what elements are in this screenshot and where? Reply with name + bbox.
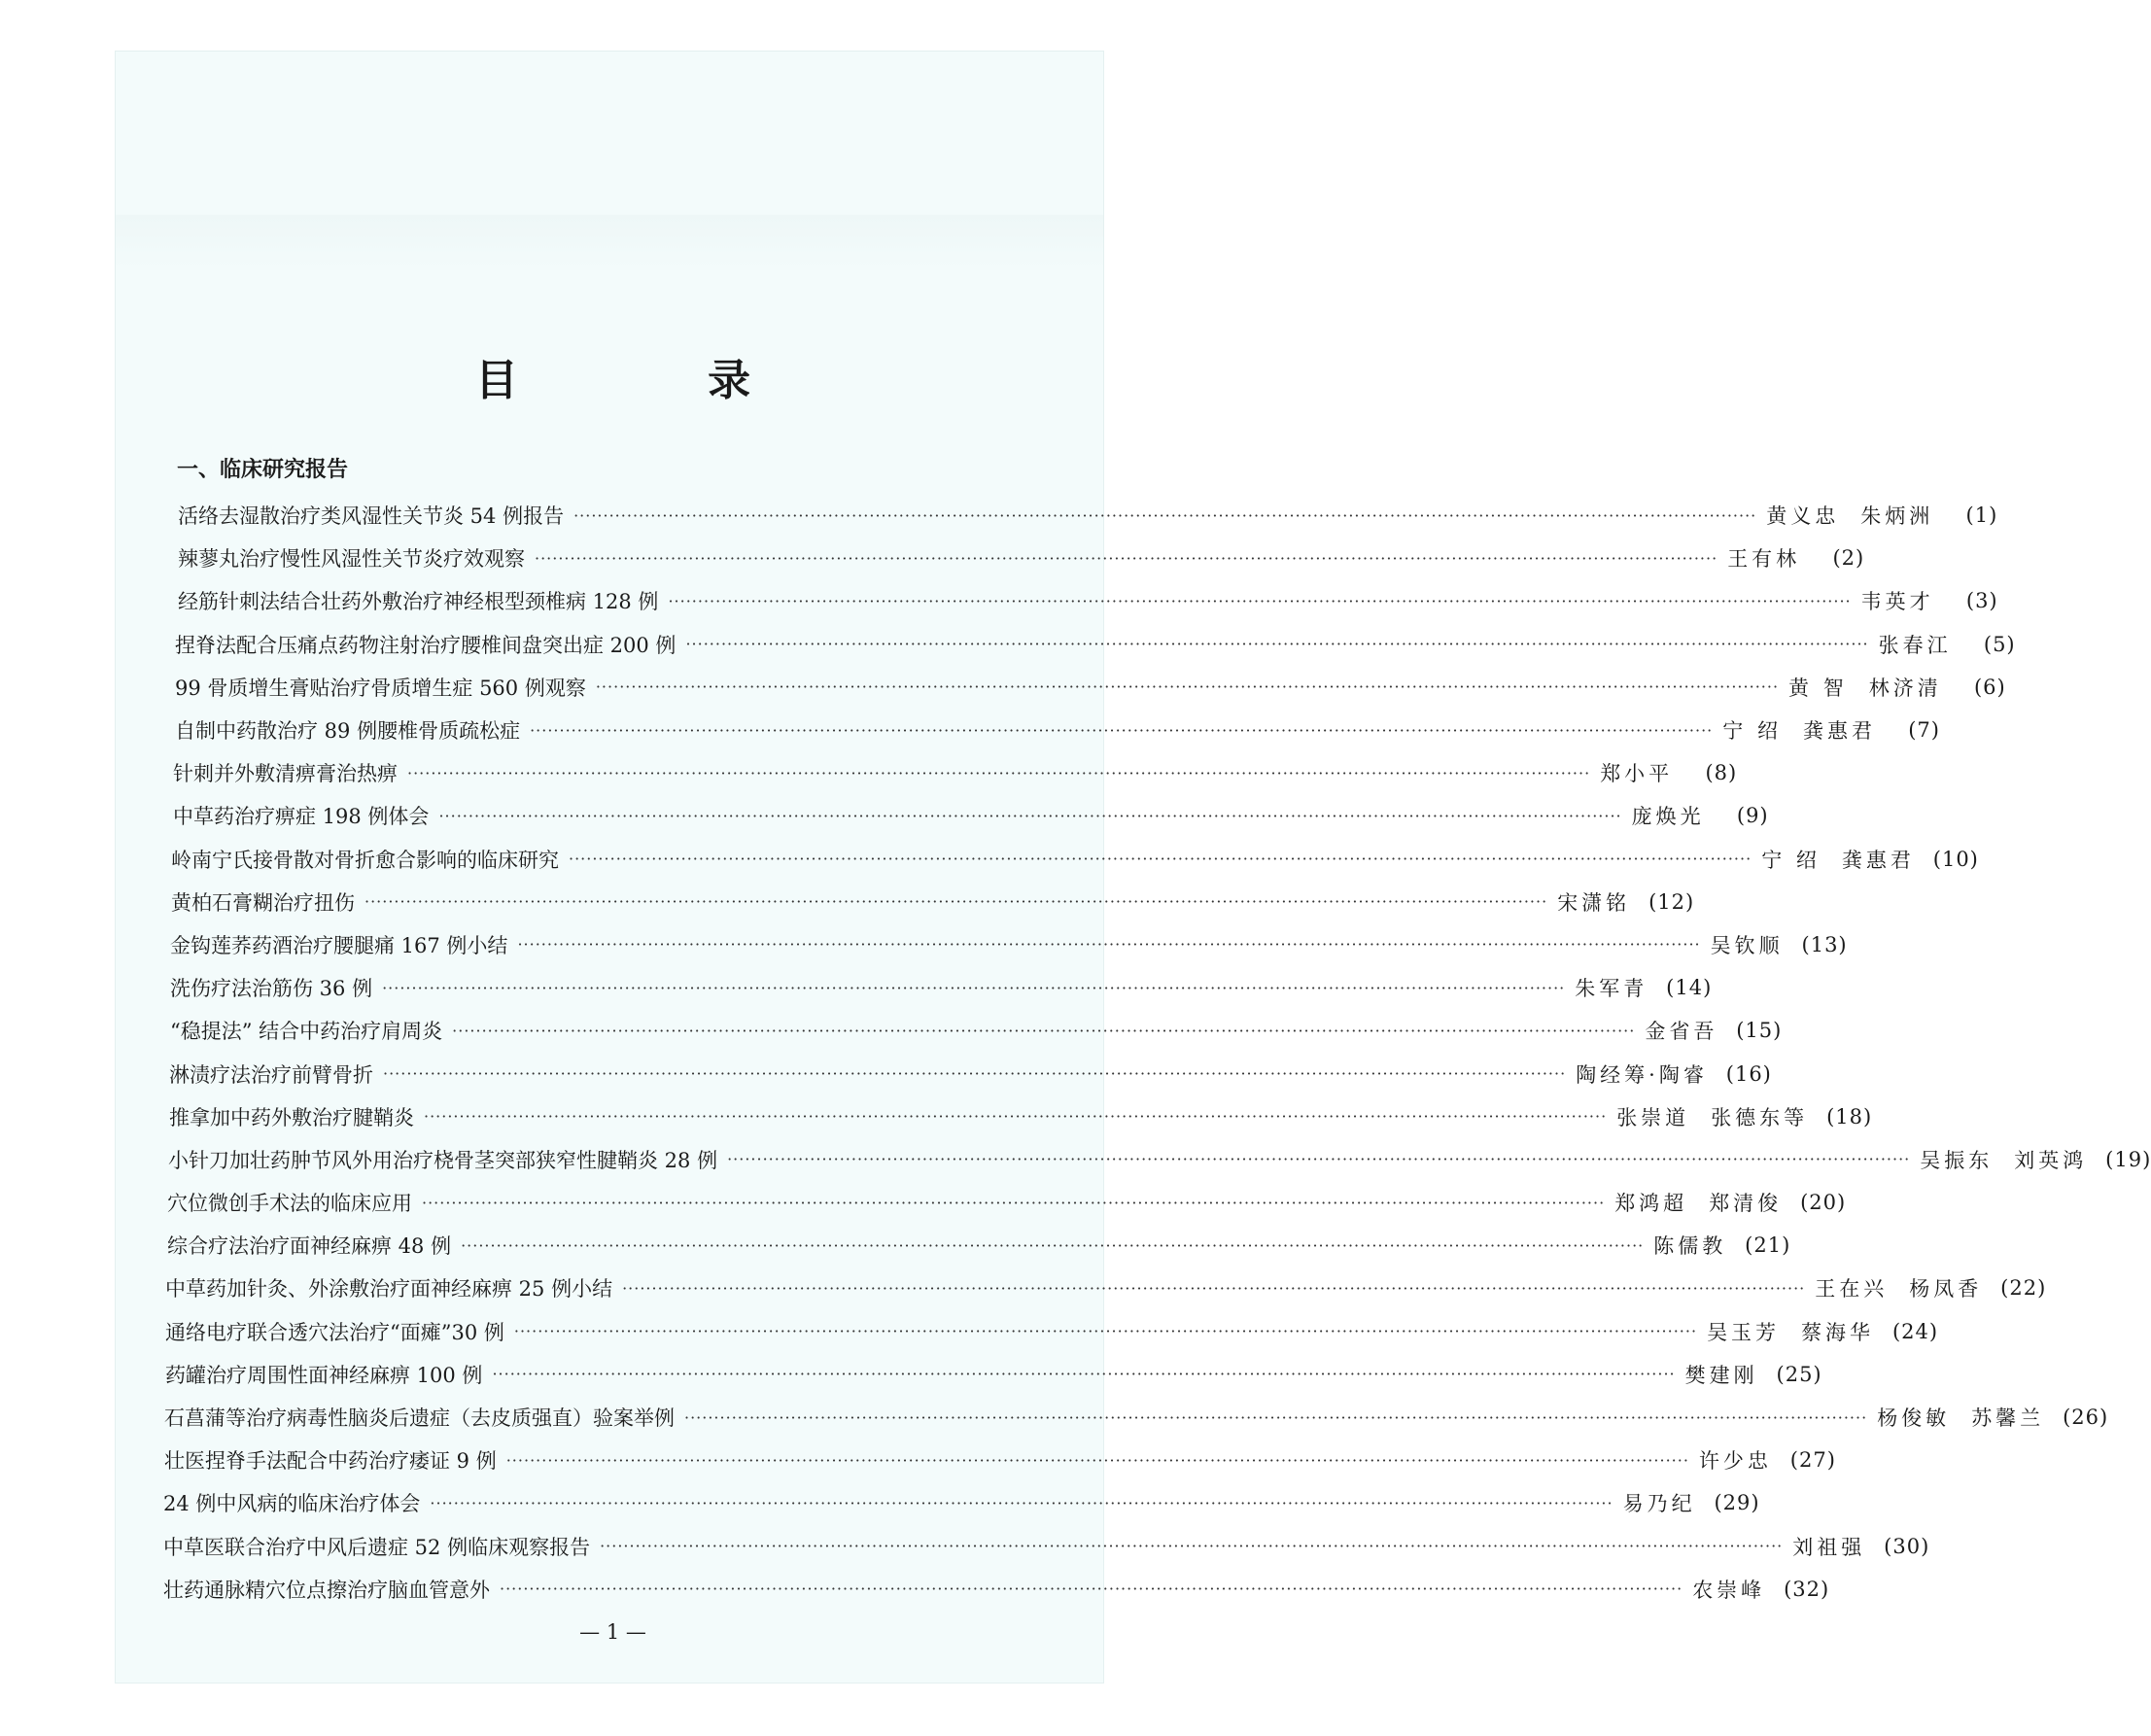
toc-entry-authors bbox=[1685, 1360, 1758, 1389]
toc-entry[interactable] bbox=[0, 751, 1738, 794]
toc-author: 龚惠君 bbox=[1841, 848, 1915, 872]
toc-entry-page: (12) bbox=[1648, 889, 1695, 914]
toc-entry[interactable] bbox=[0, 1310, 1939, 1353]
toc-entry-title: 穴位微创手术法的临床应用 bbox=[167, 1192, 412, 1216]
toc-leader-dots: ········································································································································································································ bbox=[438, 806, 1622, 825]
toc-leader-dots: ········································································································································································································ bbox=[517, 935, 1701, 955]
toc-author: 蔡海华 bbox=[1801, 1320, 1875, 1344]
toc-entry-authors bbox=[1877, 1403, 2044, 1432]
toc-author: 朱炳洲 bbox=[1860, 504, 1934, 529]
toc-entry[interactable] bbox=[0, 966, 1713, 1009]
toc-author: 樊建刚 bbox=[1684, 1363, 1758, 1387]
toc-author: 吴振东 bbox=[1920, 1148, 1994, 1172]
toc-entry-authors bbox=[1575, 973, 1648, 1002]
toc-entry-page: (27) bbox=[1789, 1448, 1836, 1473]
toc-entry-page: (26) bbox=[2063, 1406, 2109, 1430]
toc-entry[interactable] bbox=[0, 1138, 2151, 1181]
toc-entry-page: (2) bbox=[1832, 546, 1865, 571]
toc-leader-dots: ········································································································································································································ bbox=[461, 1235, 1645, 1255]
toc-entry[interactable] bbox=[0, 623, 2016, 666]
toc-entry-page: (6) bbox=[1973, 675, 2006, 699]
toc-entry-authors bbox=[1761, 845, 1915, 874]
toc-leader-dots: ········································································································································································································ bbox=[492, 1365, 1676, 1384]
toc-entry[interactable] bbox=[0, 666, 2006, 709]
toc-entry-title: 淋渍疗法治疗前臂骨折 bbox=[169, 1062, 373, 1087]
toc-entry-page: (21) bbox=[1745, 1233, 1791, 1258]
toc-author: 郑小平 bbox=[1600, 762, 1674, 786]
toc-entry-authors bbox=[1699, 1445, 1772, 1475]
toc-entry-page: (13) bbox=[1801, 932, 1848, 956]
toc-leader-dots: ········································································································································································································ bbox=[685, 635, 1869, 654]
toc-author: 农崇峰 bbox=[1692, 1578, 1766, 1602]
toc-entry-authors bbox=[1632, 801, 1705, 830]
toc-author: 黄 智 bbox=[1788, 676, 1848, 700]
toc-entry-page: (22) bbox=[2000, 1276, 2047, 1301]
toc-author: 许少忠 bbox=[1698, 1449, 1772, 1474]
toc-entry-title: 针刺并外敷清痹膏治热痹 bbox=[173, 762, 398, 786]
toc-leader-dots: ········································································································································································································ bbox=[430, 1493, 1613, 1512]
toc-entry-page: (7) bbox=[1908, 718, 1940, 743]
toc-author: 张春江 bbox=[1878, 633, 1952, 657]
toc-entry-authors bbox=[1920, 1145, 2087, 1174]
toc-entry-authors bbox=[1879, 630, 1952, 659]
toc-entry-authors bbox=[1614, 1188, 1782, 1217]
toc-entry-page: (25) bbox=[1776, 1362, 1822, 1386]
toc-entry-page: (3) bbox=[1965, 589, 1998, 613]
toc-leader-dots: ········································································································································································································ bbox=[569, 850, 1752, 869]
toc-entry[interactable] bbox=[0, 794, 1769, 837]
toc-entry-page: (10) bbox=[1932, 847, 1979, 871]
toc-author: 韦英才 bbox=[1860, 590, 1934, 614]
toc-entry-title: 洗伤疗法治筋伤 36 例 bbox=[170, 977, 373, 1001]
toc-entry-authors bbox=[1722, 715, 1876, 745]
toc-entry-title: 综合疗法治疗面神经麻痹 48 例 bbox=[167, 1234, 452, 1259]
toc-entry-page: (24) bbox=[1891, 1319, 1939, 1343]
toc-entry[interactable] bbox=[0, 1224, 1791, 1267]
toc-author: 杨俊敏 bbox=[1877, 1406, 1951, 1431]
toc-entry[interactable] bbox=[0, 923, 1848, 966]
toc-entry-page: (8) bbox=[1705, 761, 1738, 785]
page-number: — 1 — bbox=[579, 1620, 646, 1644]
toc-author: 易乃纪 bbox=[1622, 1492, 1696, 1516]
toc-entry-page: (9) bbox=[1736, 804, 1769, 828]
toc-entry-title: 通络电疗联合透穴法治疗“面瘫”30 例 bbox=[165, 1320, 504, 1344]
toc-author: 陶经筹·陶睿 bbox=[1576, 1062, 1708, 1087]
toc-author: 林济清 bbox=[1868, 676, 1942, 700]
toc-author: 张崇道 bbox=[1616, 1105, 1690, 1129]
toc-entry-page: (20) bbox=[1800, 1191, 1847, 1215]
toc-entry-authors bbox=[1692, 1575, 1765, 1604]
toc-entry-authors bbox=[1616, 1102, 1808, 1131]
toc-entry[interactable] bbox=[0, 1009, 1783, 1052]
toc-entry-page: (1) bbox=[1965, 503, 1998, 528]
toc-author: 张德东等 bbox=[1711, 1105, 1809, 1129]
toc-author: 郑鸿超 bbox=[1614, 1192, 1688, 1216]
toc-author: 黄义忠 bbox=[1766, 504, 1840, 529]
toc-entry-title: 辣蓼丸治疗慢性风湿性关节炎疗效观察 bbox=[178, 547, 525, 572]
toc-entry-authors bbox=[1815, 1273, 1982, 1302]
toc-entry-title: 99 骨质增生膏贴治疗骨质增生症 560 例观察 bbox=[175, 676, 586, 700]
toc-author: 庞焕光 bbox=[1631, 805, 1705, 829]
toc-entry-page: (30) bbox=[1884, 1534, 1930, 1558]
toc-leader-dots: ········································································································································································································ bbox=[684, 1407, 1868, 1427]
toc-entry-page: (18) bbox=[1826, 1104, 1873, 1128]
toc-entry-page: (14) bbox=[1666, 976, 1713, 1000]
toc-leader-dots: ········································································································································································································ bbox=[452, 1021, 1636, 1040]
toc-author: 刘祖强 bbox=[1792, 1535, 1866, 1559]
toc-entry-title: 药罐治疗周围性面神经麻痹 100 例 bbox=[165, 1363, 483, 1387]
toc-entry[interactable] bbox=[0, 838, 1979, 881]
page-fold bbox=[116, 215, 1103, 269]
toc-leader-dots: ········································································································································································································ bbox=[505, 1450, 1689, 1470]
toc-leader-dots: ········································································································································································································ bbox=[407, 763, 1591, 782]
toc-entry-authors bbox=[1727, 543, 1800, 573]
toc-entry-title: 黄柏石膏糊治疗扭伤 bbox=[171, 890, 355, 915]
toc-author: 王在兴 bbox=[1815, 1277, 1889, 1302]
toc-entry-title: 自制中药散治疗 89 例腰椎骨质疏松症 bbox=[175, 719, 521, 744]
toc-entry-title: 小针刀加壮药肿节风外用治疗桡骨茎突部狭窄性腱鞘炎 28 例 bbox=[168, 1148, 718, 1172]
toc-entry[interactable] bbox=[0, 1525, 1930, 1568]
toc-author: 宋潇铭 bbox=[1557, 890, 1631, 915]
toc-entry-authors bbox=[1707, 1317, 1874, 1346]
toc-entry-title: 活络去湿散治疗类风湿性关节炎 54 例报告 bbox=[178, 504, 565, 529]
toc-leader-dots: ········································································································································································································ bbox=[364, 892, 1548, 912]
toc-entry[interactable] bbox=[0, 1481, 1760, 1524]
toc-entry[interactable] bbox=[0, 494, 1998, 537]
toc-entry-title: 捏脊法配合压痛点药物注射治疗腰椎间盘突出症 200 例 bbox=[175, 633, 677, 657]
toc-entry[interactable] bbox=[0, 881, 1695, 923]
toc-author: 朱军青 bbox=[1575, 977, 1648, 1001]
toc-leader-dots: ········································································································································································································ bbox=[530, 720, 1714, 740]
toc-entry-authors bbox=[1557, 887, 1630, 917]
toc-author: 龚惠君 bbox=[1802, 719, 1876, 744]
toc-author: 金省吾 bbox=[1645, 1020, 1718, 1044]
toc-leader-dots: ········································································································································································································ bbox=[513, 1322, 1698, 1341]
toc-author: 郑清俊 bbox=[1709, 1192, 1783, 1216]
toc-author: 陈儒教 bbox=[1653, 1234, 1727, 1259]
toc-entry-page: (16) bbox=[1725, 1061, 1772, 1086]
toc-leader-dots: ········································································································································································································ bbox=[727, 1150, 1911, 1169]
toc-entry-authors bbox=[1623, 1488, 1696, 1517]
toc-entry-page: (15) bbox=[1736, 1019, 1783, 1043]
toc-entry[interactable] bbox=[0, 1052, 1772, 1094]
toc-entry-authors bbox=[1645, 1016, 1717, 1045]
page-title: 目 录 bbox=[474, 356, 839, 405]
toc-entry-page: (5) bbox=[1983, 632, 2016, 656]
toc-entry-title: 推拿加中药外敷治疗腱鞘炎 bbox=[169, 1105, 414, 1129]
toc-entry-title: 壮药通脉精穴位点擦治疗脑血管意外 bbox=[163, 1578, 490, 1602]
toc-entry[interactable] bbox=[0, 1568, 1830, 1611]
toc-author: 宁 绍 bbox=[1722, 719, 1782, 744]
toc-entry-title: 24 例中风病的临床治疗体会 bbox=[163, 1492, 421, 1516]
toc-author: 苏馨兰 bbox=[1971, 1406, 2045, 1431]
toc-leader-dots: ········································································································································································································ bbox=[595, 677, 1780, 697]
toc-entry[interactable] bbox=[0, 1267, 2047, 1309]
toc-author: 杨凤香 bbox=[1909, 1277, 1983, 1302]
toc-leader-dots: ········································································································································································································ bbox=[422, 1193, 1606, 1212]
toc-leader-dots: ········································································································································································································ bbox=[573, 505, 1757, 525]
toc-entry-title: 中草药治疗痹症 198 例体会 bbox=[173, 805, 430, 829]
toc-entry[interactable] bbox=[0, 1439, 1836, 1481]
toc-entry[interactable] bbox=[0, 1396, 2109, 1439]
toc-entry-authors bbox=[1600, 758, 1673, 787]
toc-entry-title: 中草医联合治疗中风后遗症 52 例临床观察报告 bbox=[163, 1535, 591, 1559]
toc-entry-title: 经筋针刺法结合壮药外敷治疗神经根型颈椎病 128 例 bbox=[178, 590, 659, 614]
toc-entry-authors bbox=[1861, 586, 1934, 615]
toc-entry-title: “稳提法” 结合中药治疗肩周炎 bbox=[170, 1020, 443, 1044]
toc-entry-page: (19) bbox=[2105, 1147, 2151, 1171]
toc-list bbox=[0, 494, 2151, 1611]
toc-leader-dots: ········································································································································································································ bbox=[622, 1278, 1806, 1298]
toc-leader-dots: ········································································································································································································ bbox=[383, 1064, 1567, 1084]
toc-author: 王有林 bbox=[1727, 547, 1801, 572]
toc-entry-title: 岭南宁氏接骨散对骨折愈合影响的临床研究 bbox=[171, 848, 559, 872]
toc-entry[interactable] bbox=[0, 1095, 1873, 1138]
toc-entry-title: 壮医捏脊手法配合中药治疗痿证 9 例 bbox=[164, 1449, 497, 1474]
toc-entry-page: (29) bbox=[1714, 1491, 1760, 1515]
toc-entry[interactable] bbox=[0, 579, 1998, 622]
toc-entry-title: 石菖蒲等治疗病毒性脑炎后遗症（去皮质强直）验案举例 bbox=[164, 1406, 675, 1431]
toc-entry-authors bbox=[1766, 501, 1933, 530]
toc-entry-authors bbox=[1653, 1231, 1726, 1260]
toc-leader-dots: ········································································································································································································ bbox=[535, 548, 1718, 568]
toc-entry-authors bbox=[1711, 930, 1784, 959]
toc-entry-title: 中草药加针灸、外涂敷治疗面神经麻痹 25 例小结 bbox=[165, 1277, 613, 1302]
toc-entry-authors bbox=[1792, 1532, 1865, 1561]
toc-leader-dots: ········································································································································································································ bbox=[500, 1580, 1683, 1599]
toc-entry-page: (32) bbox=[1784, 1577, 1830, 1601]
toc-leader-dots: ········································································································································································································ bbox=[668, 591, 1852, 610]
section-heading: 一、临床研究报告 bbox=[177, 458, 349, 482]
toc-entry[interactable] bbox=[0, 1353, 1822, 1396]
toc-author: 刘英鸿 bbox=[2014, 1148, 2088, 1172]
toc-entry[interactable] bbox=[0, 709, 1940, 751]
toc-entry-authors bbox=[1576, 1059, 1708, 1089]
toc-author: 宁 绍 bbox=[1761, 848, 1821, 872]
toc-entry-authors bbox=[1788, 673, 1942, 702]
toc-leader-dots: ········································································································································································································ bbox=[382, 978, 1566, 997]
toc-leader-dots: ········································································································································································································ bbox=[600, 1537, 1784, 1556]
toc-entry[interactable] bbox=[0, 537, 1865, 579]
toc-author: 吴玉芳 bbox=[1707, 1320, 1781, 1344]
toc-leader-dots: ········································································································································································································ bbox=[424, 1107, 1608, 1127]
toc-entry[interactable] bbox=[0, 1181, 1847, 1224]
toc-entry-title: 金钩莲荞药酒治疗腰腿痛 167 例小结 bbox=[170, 933, 508, 957]
toc-author: 吴钦顺 bbox=[1710, 933, 1784, 957]
